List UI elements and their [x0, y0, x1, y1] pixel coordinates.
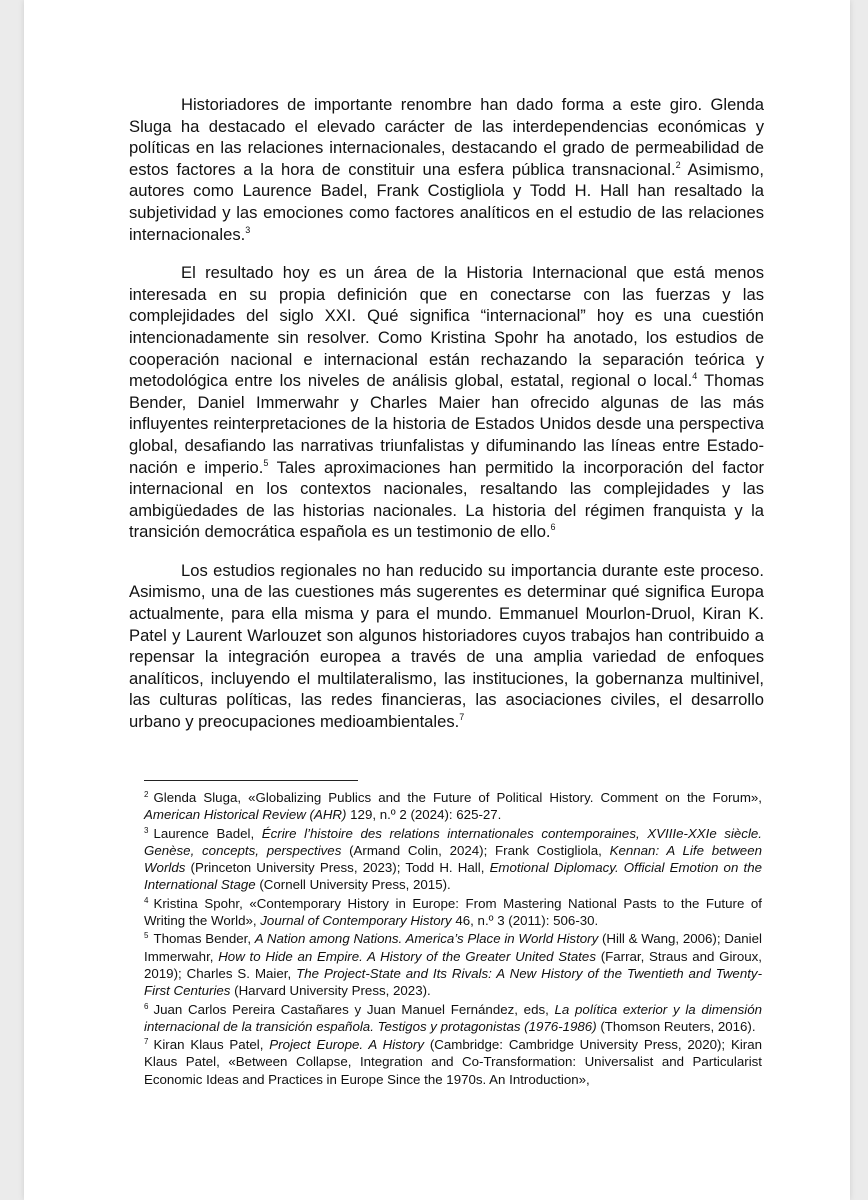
paragraph-text: Tales aproximaciones han permitido la incorporación del factor internacional en los contextos nacionales, resaltando las complejidades y las ambigüedades de las historias nacionales. La historia del régimen franquista y la transición democrática española es un testimonio de ello. — [129, 457, 764, 542]
footnote-ref[interactable]: 5 — [263, 457, 269, 468]
footnote-number: 7 — [144, 1037, 149, 1047]
footnote-ref[interactable]: 6 — [550, 522, 556, 533]
paragraph — [129, 262, 764, 543]
paragraph-text: Los estudios regionales no han reducido su importancia durante este proceso. Asimismo, una de las cuestiones más sugerentes es determinar qué significa Europa actualmente, para ella misma y para el mundo. Emmanuel Mourlon-Druol, Kiran K. Patel y Laurent Warlouzet son algunos historiadores cuyos trabajos han contribuido a repensar la integración europea a través de una amplia variedad de enfoques analíticos, incluyendo el multilateralismo, las instituciones, la gobernanza multinivel, las culturas políticas, las redes financieras, las asociaciones civiles, el desarrollo urbano y preocupaciones medioambientales. — [129, 560, 764, 732]
footnote-text: (Hill & Wang, 2006); Daniel Immerwahr, — [144, 931, 762, 964]
footnote-text: Kristina Spohr, «Contemporary History in Europe: From Mastering National Pasts to the Future of Writing the World», — [144, 895, 762, 929]
footnote-title: How to Hide an Empire. A History of the Greater United States — [218, 948, 596, 964]
footnote — [144, 1001, 762, 1036]
footnote-title: Emotional Diplomacy. Official Emotion on the International Stage — [144, 860, 762, 893]
paragraph — [129, 94, 764, 245]
footnote-ref[interactable]: 7 — [459, 712, 465, 723]
footnote-title: American Historical Review (AHR) — [144, 807, 347, 823]
footnote-text: (Harvard University Press, 2023). — [230, 983, 431, 999]
footnote-text: Juan Carlos Pereira Castañares y Juan Manuel Fernández, eds, — [153, 1001, 555, 1017]
footnote-text: Thomas Bender, — [153, 931, 255, 947]
footnote-text: (Cambridge: Cambridge University Press, 2020); Kiran Klaus Patel, «Between Collapse, Integration and Co-Transformation: Universalist and Particularist Economic Ideas and Practices in Europe Since the 1970s. An Introduction», — [144, 1037, 762, 1087]
paragraph — [129, 560, 764, 733]
body-text — [129, 94, 764, 750]
footnote-text: (Armand Colin, 2024); Frank Costigliola, — [341, 842, 610, 858]
footnote-number: 6 — [144, 1001, 149, 1011]
footnotes — [144, 789, 762, 1089]
footnote-text: Laurence Badel, — [153, 825, 262, 841]
paragraph-text: Historiadores de importante renombre han dado forma a este giro. Glenda Sluga ha destacado el elevado carácter de las interdependencias económicas y políticas en las relaciones internacionales, destacando el grado de permeabilidad de estos factores a la hora de constituir una esfera pública transnacional. — [129, 95, 764, 179]
footnote-title: Écrire l’histoire des relations internationales contemporaines, XVIIIe-XXIe siècle. Genèse, concepts, perspectives — [144, 825, 762, 858]
document-page — [24, 0, 850, 1200]
paragraph-text: Asimismo, autores como Laurence Badel, Frank Costigliola y Todd H. Hall han resaltado la subjetividad y las emociones como factores analíticos en el estudio de las relaciones internacionales. — [129, 159, 764, 244]
footnote-text: 46, n.º 3 (2011): 506-30. — [451, 913, 599, 929]
footnote-text: 129, n.º 2 (2024): 625-27. — [346, 807, 502, 823]
paragraph-text: El resultado hoy es un área de la Historia Internacional que está menos interesada en su propia definición que en conectarse con las fuerzas y las complejidades del siglo XXI. Qué significa “internacional” hoy es una cuestión intencionadamente sin resolver. Como Kristina Spohr ha anotado, los estudios de cooperación nacional e internacional están rechazando la separación teórica y metodológica entre los niveles de análisis global, estatal, regional o local. — [129, 263, 764, 391]
footnote-title: A Nation among Nations. America’s Place in World History — [254, 931, 599, 947]
footnote-text: Kiran Klaus Patel, — [153, 1037, 270, 1053]
footnote-ref[interactable]: 2 — [675, 159, 681, 170]
footnote — [144, 825, 762, 894]
footnote-text: Glenda Sluga, «Globalizing Publics and the Future of Political History. Comment on the Forum», — [153, 790, 762, 805]
footnote-title: Kennan: A Life between Worlds — [144, 842, 762, 876]
footnote-title: Journal of Contemporary History — [260, 913, 452, 929]
footnote-number: 4 — [144, 895, 149, 905]
footnote-number: 2 — [144, 790, 149, 799]
footnote — [144, 1036, 762, 1088]
footnote — [144, 789, 762, 824]
footnote-separator — [144, 780, 358, 781]
footnote-title: The Project-State and Its Rivals: A New History of the Twentieth and Twenty-First Centuries — [144, 965, 762, 999]
footnote-text: (Princeton University Press, 2023); Todd H. Hall, — [185, 860, 490, 876]
footnote-text: (Thomson Reuters, 2016). — [596, 1018, 756, 1034]
footnote-title: Project Europe. A History — [269, 1037, 424, 1053]
footnote-number: 5 — [144, 931, 149, 941]
footnote-title: La política exterior y la dimensión internacional de la transición española. Testigos y protagonistas (1976-1986) — [144, 1001, 762, 1034]
footnote-text: (Farrar, Straus and Giroux, 2019); Charles S. Maier, — [144, 948, 762, 981]
footnote — [144, 895, 762, 930]
footnote-number: 3 — [144, 825, 149, 835]
footnote-ref[interactable]: 4 — [692, 371, 698, 382]
footnote-ref[interactable]: 3 — [245, 224, 251, 235]
paragraph-text: Thomas Bender, Daniel Immerwahr y Charles Maier han ofrecido algunas de las más influyentes reinterpretaciones de la historia de Estados Unidos desde una perspectiva global, desafiando las narrativas triunfalistas y difuminando las líneas entre Estado-nación e imperio. — [129, 371, 764, 477]
footnote-text: (Cornell University Press, 2015). — [255, 877, 451, 893]
footnote — [144, 930, 762, 999]
